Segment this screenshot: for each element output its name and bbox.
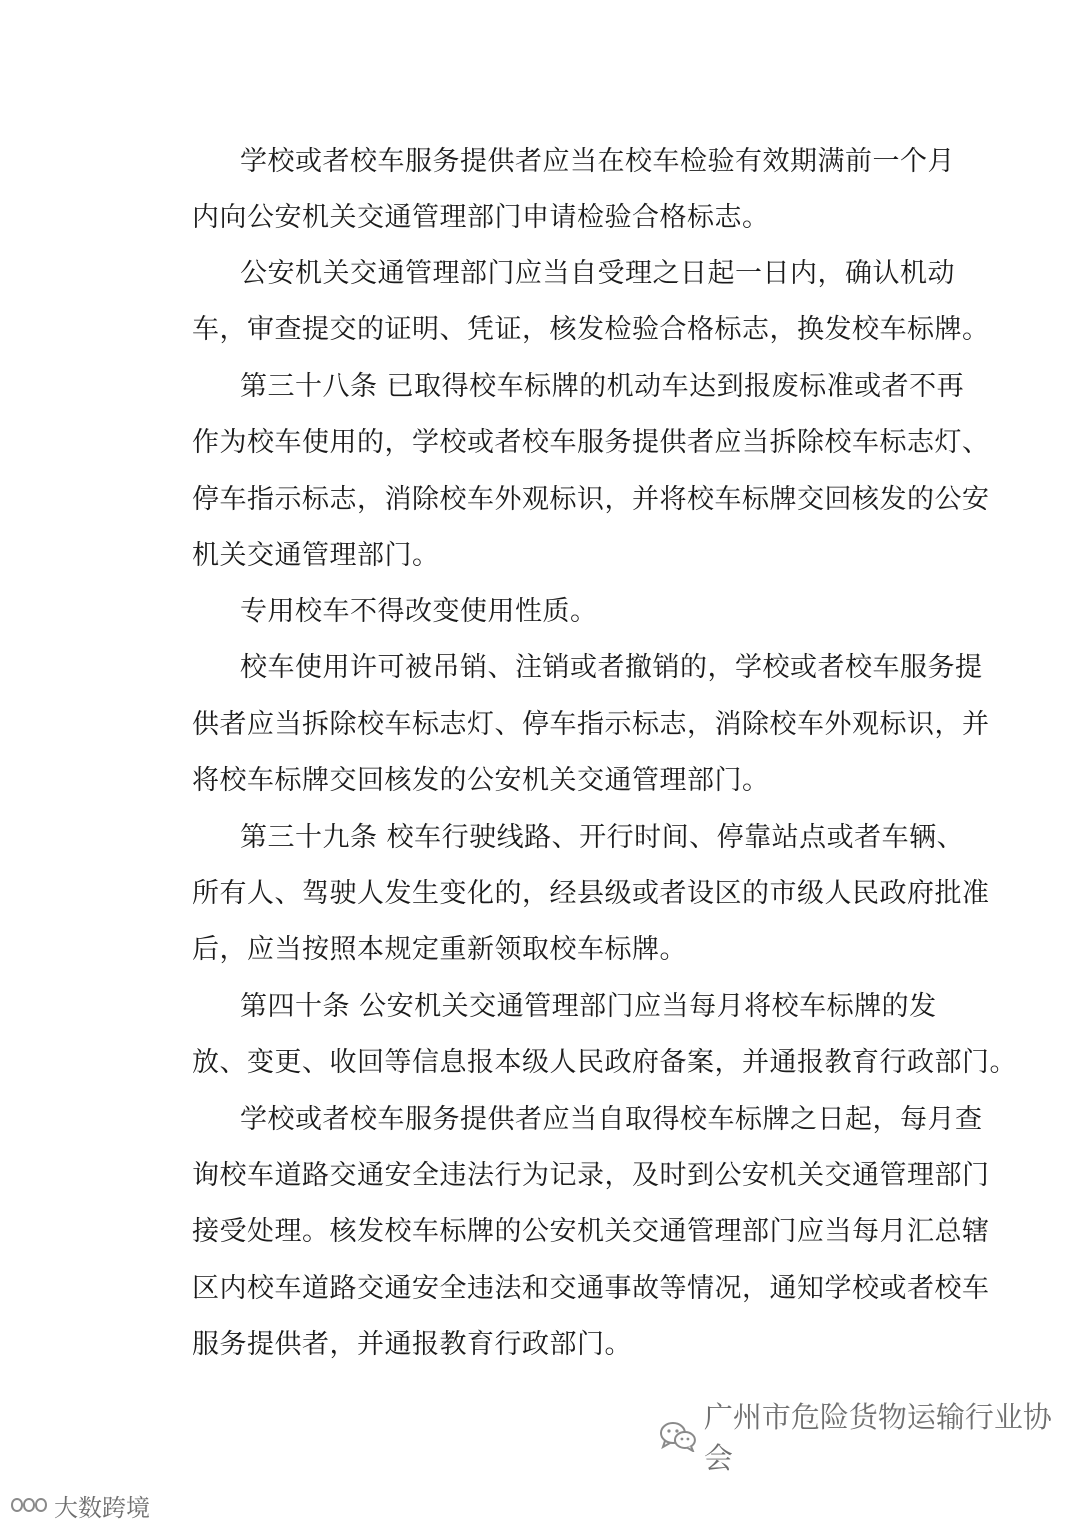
text-line: 车，审查提交的证明、凭证，核发检验合格标志，换发校车标牌。	[192, 314, 990, 345]
text-line: 询校车道路交通安全违法行为记录，及时到公安机关交通管理部门	[192, 1160, 990, 1191]
brand-logo-icon	[6, 1492, 50, 1518]
text-line: 后，应当按照本规定重新领取校车标牌。	[192, 934, 687, 965]
text-line: 作为校车使用的，学校或者校车服务提供者应当拆除校车标志灯、	[192, 427, 990, 458]
text-line: 放、变更、收回等信息报本级人民政府备案，并通报教育行政部门。	[192, 1047, 1017, 1078]
text-line: 接受处理。核发校车标牌的公安机关交通管理部门应当每月汇总辖	[192, 1216, 990, 1247]
text-line: 服务提供者，并通报教育行政部门。	[192, 1329, 632, 1360]
wechat-watermark	[658, 1400, 1080, 1475]
text-line: 第三十八条 已取得校车标牌的机动车达到报废标准或者不再	[240, 371, 965, 402]
text-line: 内向公安机关交通管理部门申请检验合格标志。	[192, 202, 770, 233]
text-line: 公安机关交通管理部门应当自受理之日起一日内，确认机动	[240, 258, 955, 289]
text-line: 第三十九条 校车行驶线路、开行时间、停靠站点或者车辆、	[240, 822, 965, 853]
text-line: 专用校车不得改变使用性质。	[240, 596, 598, 627]
corner-watermark-text: 大数跨境	[54, 1493, 150, 1522]
text-line: 学校或者校车服务提供者应当自取得校车标牌之日起，每月查	[240, 1104, 983, 1135]
text-line: 所有人、驾驶人发生变化的，经县级或者设区的市级人民政府批准	[192, 878, 990, 909]
text-line: 供者应当拆除校车标志灯、停车指示标志，消除校车外观标识，并	[192, 709, 990, 740]
text-line: 区内校车道路交通安全违法和交通事故等情况，通知学校或者校车	[192, 1273, 990, 1304]
text-line: 校车使用许可被吊销、注销或者撤销的，学校或者校车服务提	[240, 652, 983, 683]
text-line: 第四十条 公安机关交通管理部门应当每月将校车标牌的发	[240, 991, 937, 1022]
wechat-icon	[658, 1420, 698, 1452]
text-line: 学校或者校车服务提供者应当在校车检验有效期满前一个月	[240, 146, 955, 177]
corner-watermark	[6, 1488, 150, 1522]
text-line: 机关交通管理部门。	[192, 540, 440, 571]
text-line: 停车指示标志，消除校车外观标识，并将校车标牌交回核发的公安	[192, 484, 990, 515]
text-line: 将校车标牌交回核发的公安机关交通管理部门。	[192, 765, 770, 796]
watermark-text: 广州市危险货物运输行业协会	[703, 1400, 1052, 1475]
